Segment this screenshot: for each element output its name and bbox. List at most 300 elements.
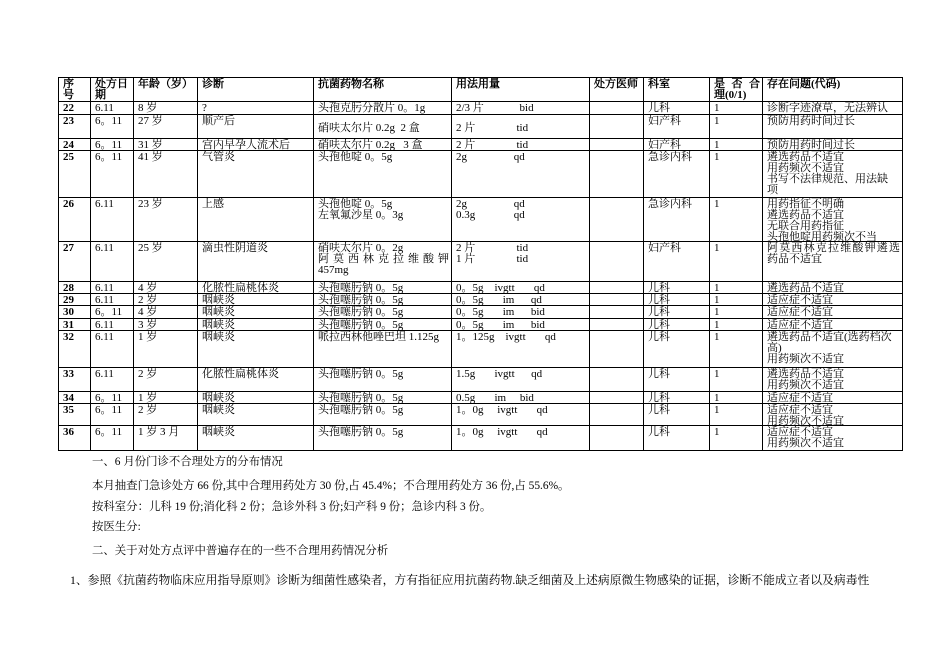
header-serial-number-line: 号 — [63, 89, 74, 101]
cell-diagnosis — [198, 282, 314, 293]
cell-diagnosis — [198, 294, 314, 305]
cell-reasonable-flag — [710, 319, 763, 330]
cell-diagnosis — [198, 426, 314, 450]
cell-usage-dosage-line: 2g qd — [456, 198, 525, 210]
cell-reasonable-flag — [710, 151, 763, 197]
cell-prescribing-doctor — [590, 198, 644, 241]
cell-age — [134, 198, 198, 241]
cell-department-line: 儿科 — [648, 102, 670, 114]
cell-prescription-date — [91, 282, 134, 293]
cell-problem-codes — [763, 102, 903, 114]
summary-paragraph: 本月抽查门急诊处方 66 份,其中合理用药处方 30 份,占 45.4%；不合理用药处方 36 份,占 55.6%。 — [92, 480, 570, 492]
cell-diagnosis — [198, 151, 314, 197]
cell-usage-dosage-line: 1 片 tid — [456, 253, 529, 265]
cell-age-line: 31 岁 — [138, 139, 163, 151]
cell-serial-number-line: 33 — [63, 368, 74, 380]
header-age-line: 年龄（岁） — [138, 78, 193, 90]
cell-problem-codes — [763, 242, 903, 281]
cell-problem-codes — [763, 294, 903, 305]
cell-department — [644, 139, 710, 150]
cell-usage-dosage — [452, 139, 590, 150]
cell-reasonable-flag-line: 1 — [714, 306, 720, 318]
cell-serial-number-line: 29 — [63, 294, 74, 306]
cell-diagnosis-line: 咽峡炎 — [202, 392, 235, 404]
cell-diagnosis — [198, 139, 314, 150]
cell-usage-dosage — [452, 392, 590, 403]
cell-problem-codes — [763, 319, 903, 330]
cell-serial-number-line: 27 — [63, 242, 74, 254]
cell-prescription-date-line: 6.11 — [95, 319, 114, 331]
cell-department — [644, 198, 710, 241]
cell-antibiotic-name-line: 阿莫西林克拉维酸钾 — [318, 253, 449, 265]
cell-diagnosis — [198, 198, 314, 241]
cell-age — [134, 368, 198, 391]
cell-age-line: 3 岁 — [138, 319, 158, 331]
header-prescription-date-line: 期 — [95, 89, 106, 101]
cell-usage-dosage — [452, 319, 590, 330]
cell-serial-number-line: 30 — [63, 306, 74, 318]
cell-usage-dosage — [452, 294, 590, 305]
cell-serial-number-line: 25 — [63, 151, 74, 163]
cell-reasonable-flag-line: 1 — [714, 139, 720, 151]
cell-department — [644, 331, 710, 367]
cell-reasonable-flag-line: 1 — [714, 198, 720, 210]
cell-prescribing-doctor — [590, 426, 644, 450]
cell-prescribing-doctor — [590, 242, 644, 281]
cell-usage-dosage-line: 1。0g ivgtt qd — [456, 426, 548, 438]
cell-department-line: 急诊内科 — [648, 151, 692, 163]
cell-problem-codes-line: 药品不适宜 — [767, 253, 822, 265]
table-row — [59, 331, 903, 368]
cell-reasonable-flag — [710, 102, 763, 114]
cell-department-line: 儿科 — [648, 368, 670, 380]
cell-prescribing-doctor — [590, 102, 644, 114]
cell-prescribing-doctor — [590, 139, 644, 150]
cell-department-line: 儿科 — [648, 426, 670, 438]
cell-problem-codes-line: 适应症不适宜 — [767, 319, 833, 331]
cell-usage-dosage — [452, 102, 590, 114]
cell-diagnosis — [198, 102, 314, 114]
cell-antibiotic-name-line: 头孢噻肟钠 0。5g — [318, 319, 404, 331]
cell-antibiotic-name-line: 硝呋太尔片 0.2g 2 盒 — [318, 122, 420, 134]
cell-antibiotic-name — [314, 319, 452, 330]
cell-diagnosis-line: 顺产后 — [202, 115, 235, 127]
cell-prescription-date — [91, 426, 134, 450]
cell-problem-codes — [763, 392, 903, 403]
cell-problem-codes-line: 无联合用药指征 — [767, 220, 844, 232]
cell-age-line: 2 岁 — [138, 368, 158, 380]
cell-diagnosis — [198, 242, 314, 281]
header-problem-codes — [763, 78, 903, 101]
cell-problem-codes — [763, 404, 903, 425]
cell-diagnosis-line: 咽峡炎 — [202, 319, 235, 331]
cell-reasonable-flag-line: 1 — [714, 102, 720, 114]
cell-usage-dosage-line: 0。5g im qd — [456, 294, 542, 306]
cell-problem-codes-line: 遴选药品不适宜(选药档次 — [767, 331, 892, 343]
cell-usage-dosage-line: 1。125g ivgtt qd — [456, 331, 556, 343]
cell-department — [644, 242, 710, 281]
cell-age — [134, 404, 198, 425]
cell-reasonable-flag — [710, 331, 763, 367]
cell-prescribing-doctor — [590, 282, 644, 293]
cell-antibiotic-name — [314, 282, 452, 293]
cell-reasonable-flag — [710, 242, 763, 281]
cell-prescription-date — [91, 404, 134, 425]
cell-diagnosis-line: 上感 — [202, 198, 224, 210]
cell-problem-codes-line: 适应症不适宜 — [767, 306, 833, 318]
cell-problem-codes-line: 用药频次不适宜 — [767, 415, 844, 427]
cell-department-line: 妇产科 — [648, 139, 681, 151]
cell-diagnosis — [198, 404, 314, 425]
cell-serial-number — [59, 331, 91, 367]
prescription-table — [58, 77, 903, 451]
cell-antibiotic-name — [314, 115, 452, 138]
cell-prescribing-doctor — [590, 294, 644, 305]
cell-usage-dosage-line: 2g qd — [456, 151, 525, 163]
cell-serial-number-line: 24 — [63, 139, 74, 151]
header-usage-dosage-line: 用法用量 — [456, 78, 500, 90]
cell-usage-dosage — [452, 115, 590, 138]
cell-antibiotic-name-line: 头孢噻肟钠 0。5g — [318, 426, 404, 438]
cell-department-line: 儿科 — [648, 282, 670, 294]
cell-usage-dosage — [452, 282, 590, 293]
cell-problem-codes-line: 遴选药品不适宜 — [767, 151, 844, 163]
cell-diagnosis-line: ? — [202, 102, 207, 114]
cell-age-line: 1 岁 — [138, 331, 158, 343]
cell-problem-codes-line: 阿莫西林克拉维酸钾遴选 — [767, 242, 900, 254]
cell-age — [134, 282, 198, 293]
cell-problem-codes — [763, 331, 903, 367]
cell-problem-codes — [763, 368, 903, 391]
table-row — [59, 392, 903, 404]
cell-prescription-date — [91, 368, 134, 391]
cell-prescription-date — [91, 151, 134, 197]
header-reasonable-flag-line: 是否合 — [714, 78, 760, 90]
cell-department-line: 儿科 — [648, 319, 670, 331]
cell-problem-codes-line: 用药频次不适宜 — [767, 353, 844, 365]
cell-prescription-date-line: 6。11 — [95, 306, 123, 318]
cell-prescription-date-line: 6.11 — [95, 331, 114, 343]
header-antibiotic-name-line: 抗菌药物名称 — [318, 78, 384, 90]
cell-usage-dosage — [452, 198, 590, 241]
cell-usage-dosage-line: 1。0g ivgtt qd — [456, 404, 548, 416]
cell-prescription-date-line: 6。11 — [95, 115, 123, 127]
cell-antibiotic-name — [314, 151, 452, 197]
cell-reasonable-flag — [710, 426, 763, 450]
table-row — [59, 294, 903, 306]
cell-age-line: 1 岁 3 月 — [138, 426, 180, 438]
cell-serial-number-line: 23 — [63, 115, 74, 127]
cell-department-line: 急诊内科 — [648, 198, 692, 210]
cell-age-line: 23 岁 — [138, 198, 163, 210]
cell-reasonable-flag-line: 1 — [714, 319, 720, 331]
cell-age — [134, 139, 198, 150]
cell-diagnosis — [198, 319, 314, 330]
cell-age — [134, 242, 198, 281]
cell-problem-codes — [763, 198, 903, 241]
cell-reasonable-flag — [710, 294, 763, 305]
cell-serial-number — [59, 151, 91, 197]
cell-usage-dosage-line: 0。5g ivgtt qd — [456, 282, 545, 294]
cell-reasonable-flag — [710, 404, 763, 425]
cell-department-line: 儿科 — [648, 392, 670, 404]
table-row — [59, 306, 903, 319]
cell-department — [644, 294, 710, 305]
cell-department — [644, 319, 710, 330]
cell-prescription-date — [91, 331, 134, 367]
cell-department — [644, 306, 710, 318]
cell-prescribing-doctor — [590, 115, 644, 138]
table-row — [59, 319, 903, 331]
cell-antibiotic-name — [314, 306, 452, 318]
table-row — [59, 139, 903, 151]
cell-reasonable-flag-line: 1 — [714, 282, 720, 294]
cell-diagnosis-line: 宫内早孕人流术后 — [202, 139, 290, 151]
cell-reasonable-flag — [710, 139, 763, 150]
cell-antibiotic-name-line: 头孢噻肟钠 0。5g — [318, 368, 404, 380]
header-department-line: 科室 — [648, 78, 670, 90]
cell-serial-number-line: 35 — [63, 404, 74, 416]
cell-problem-codes-line: 适应症不适宜 — [767, 294, 833, 306]
cell-serial-number — [59, 198, 91, 241]
cell-usage-dosage — [452, 404, 590, 425]
header-usage-dosage — [452, 78, 590, 101]
cell-problem-codes-line: 遴选药品不适宜 — [767, 209, 844, 221]
cell-diagnosis-line: 咽峡炎 — [202, 426, 235, 438]
cell-diagnosis-line: 滴虫性阴道炎 — [202, 242, 268, 254]
cell-problem-codes — [763, 426, 903, 450]
cell-age-line: 8 岁 — [138, 102, 158, 114]
cell-diagnosis-line: 气管炎 — [202, 151, 235, 163]
cell-usage-dosage-line: 0。5g im bid — [456, 319, 545, 331]
cell-department-line: 儿科 — [648, 404, 670, 416]
cell-reasonable-flag — [710, 115, 763, 138]
cell-serial-number — [59, 426, 91, 450]
cell-age — [134, 306, 198, 318]
cell-department — [644, 151, 710, 197]
cell-prescription-date-line: 6。11 — [95, 404, 123, 416]
cell-antibiotic-name-line: 硝呋太尔片 0。2g — [318, 242, 404, 254]
cell-problem-codes-line: 遴选药品不适宜 — [767, 282, 844, 294]
cell-antibiotic-name — [314, 368, 452, 391]
cell-antibiotic-name-line: 头孢噻肟钠 0。5g — [318, 306, 404, 318]
cell-problem-codes-line: 头孢他啶用药频次不当 — [767, 231, 877, 243]
table-row — [59, 404, 903, 426]
cell-age-line: 4 岁 — [138, 282, 158, 294]
cell-antibiotic-name-line: 头孢噻肟钠 0。5g — [318, 282, 404, 294]
header-antibiotic-name — [314, 78, 452, 101]
table-row — [59, 198, 903, 242]
cell-department — [644, 102, 710, 114]
header-serial-number — [59, 78, 91, 101]
cell-age-line: 2 岁 — [138, 294, 158, 306]
by-department-paragraph: 按科室分：儿科 19 份;消化科 2 份；急诊外科 3 份;妇产科 9 份；急诊内科 3 份。 — [92, 501, 492, 513]
cell-antibiotic-name — [314, 198, 452, 241]
cell-reasonable-flag-line: 1 — [714, 404, 720, 416]
cell-problem-codes — [763, 151, 903, 197]
cell-serial-number-line: 32 — [63, 331, 74, 343]
cell-problem-codes-line: 适应症不适宜 — [767, 404, 833, 416]
cell-department — [644, 392, 710, 403]
cell-reasonable-flag-line: 1 — [714, 368, 720, 380]
table-row — [59, 368, 903, 392]
cell-antibiotic-name-line: 头孢噻肟钠 0。5g — [318, 294, 404, 306]
cell-antibiotic-name — [314, 392, 452, 403]
cell-serial-number — [59, 294, 91, 305]
cell-antibiotic-name — [314, 139, 452, 150]
cell-serial-number-line: 28 — [63, 282, 74, 294]
cell-antibiotic-name-line: 头孢他啶 0。5g — [318, 198, 393, 210]
cell-prescription-date — [91, 242, 134, 281]
cell-prescription-date — [91, 115, 134, 138]
cell-prescribing-doctor — [590, 404, 644, 425]
cell-reasonable-flag-line: 1 — [714, 294, 720, 306]
cell-problem-codes-line: 书写不法律规范、用法缺 — [767, 173, 888, 185]
header-diagnosis — [198, 78, 314, 101]
cell-diagnosis-line: 化脓性扁桃体炎 — [202, 368, 279, 380]
cell-problem-codes-line: 适应症不适宜 — [767, 426, 833, 438]
cell-problem-codes-line: 遴选药品不适宜 — [767, 368, 844, 380]
header-prescribing-doctor — [590, 78, 644, 101]
cell-prescribing-doctor — [590, 306, 644, 318]
header-prescription-date — [91, 78, 134, 101]
cell-diagnosis-line: 咽峡炎 — [202, 294, 235, 306]
cell-diagnosis-line: 咽峡炎 — [202, 404, 235, 416]
cell-problem-codes-line: 用药频次不适宜 — [767, 162, 844, 174]
header-prescribing-doctor-line: 处方医师 — [594, 78, 638, 90]
cell-prescribing-doctor — [590, 392, 644, 403]
cell-antibiotic-name — [314, 331, 452, 367]
cell-department-line: 儿科 — [648, 306, 670, 318]
cell-prescribing-doctor — [590, 331, 644, 367]
table-row — [59, 102, 903, 115]
cell-prescription-date-line: 6.11 — [95, 294, 114, 306]
cell-serial-number — [59, 368, 91, 391]
cell-problem-codes-line: 预防用药时间过长 — [767, 115, 855, 127]
table-row — [59, 151, 903, 198]
cell-diagnosis-line: 咽峡炎 — [202, 331, 235, 343]
header-diagnosis-line: 诊断 — [202, 78, 224, 90]
cell-diagnosis-line: 化脓性扁桃体炎 — [202, 282, 279, 294]
cell-usage-dosage — [452, 242, 590, 281]
cell-serial-number — [59, 392, 91, 403]
cell-reasonable-flag-line: 1 — [714, 115, 720, 127]
cell-serial-number — [59, 282, 91, 293]
cell-prescription-date — [91, 306, 134, 318]
header-reasonable-flag — [710, 78, 763, 101]
cell-prescription-date-line: 6.11 — [95, 282, 114, 294]
table-row — [59, 115, 903, 139]
cell-usage-dosage — [452, 426, 590, 450]
cell-prescription-date-line: 6。11 — [95, 139, 123, 151]
cell-usage-dosage — [452, 151, 590, 197]
cell-prescription-date — [91, 198, 134, 241]
cell-reasonable-flag — [710, 392, 763, 403]
cell-antibiotic-name-line: 头孢噻肟钠 0。5g — [318, 392, 404, 404]
cell-department-line: 儿科 — [648, 294, 670, 306]
cell-age — [134, 151, 198, 197]
cell-antibiotic-name-line: 硝呋太尔片 0.2g 3 盒 — [318, 139, 423, 151]
cell-problem-codes-line: 项 — [767, 184, 778, 196]
cell-antibiotic-name — [314, 404, 452, 425]
section1-title: 一、6 月份门诊不合理处方的分布情况 — [92, 456, 283, 468]
cell-usage-dosage-line: 2 片 tid — [456, 242, 529, 254]
cell-prescribing-doctor — [590, 368, 644, 391]
cell-prescription-date-line: 6。11 — [95, 151, 123, 163]
cell-prescription-date-line: 6.11 — [95, 242, 114, 254]
cell-department — [644, 368, 710, 391]
table-row — [59, 426, 903, 451]
cell-antibiotic-name-line: 头孢他啶 0。5g — [318, 151, 393, 163]
cell-prescribing-doctor — [590, 319, 644, 330]
cell-reasonable-flag-line: 1 — [714, 242, 720, 254]
cell-prescription-date — [91, 139, 134, 150]
cell-problem-codes-line: 高) — [767, 342, 782, 354]
cell-department — [644, 282, 710, 293]
cell-prescription-date-line: 6.11 — [95, 368, 114, 380]
cell-usage-dosage — [452, 368, 590, 391]
cell-serial-number — [59, 139, 91, 150]
point1-paragraph: 1、参照《抗菌药物临床应用指导原则》诊断为细菌性感染者，方有指征应用抗菌药物.缺乏细菌及上述病原微生物感染的证据，诊断不能成立者以及病毒性 — [70, 573, 870, 587]
cell-age-line: 41 岁 — [138, 151, 163, 163]
cell-antibiotic-name-line: 457mg — [318, 264, 349, 276]
cell-antibiotic-name-line: 头孢克肟分散片 0。1g — [318, 102, 426, 114]
header-department — [644, 78, 710, 101]
cell-serial-number — [59, 115, 91, 138]
cell-serial-number — [59, 306, 91, 318]
cell-problem-codes-line: 用药指征不明确 — [767, 198, 844, 210]
cell-problem-codes — [763, 115, 903, 138]
cell-prescription-date-line: 6.11 — [95, 102, 114, 114]
cell-prescription-date-line: 6。11 — [95, 426, 123, 438]
cell-usage-dosage-line: 1.5g ivgtt qd — [456, 368, 543, 380]
cell-antibiotic-name — [314, 294, 452, 305]
cell-antibiotic-name — [314, 242, 452, 281]
table-header-row — [59, 78, 903, 102]
cell-usage-dosage-line: 0。5g im bid — [456, 306, 545, 318]
cell-reasonable-flag-line: 1 — [714, 151, 720, 163]
cell-diagnosis-line: 咽峡炎 — [202, 306, 235, 318]
cell-antibiotic-name-line: 头孢噻肟钠 0。5g — [318, 404, 404, 416]
cell-antibiotic-name-line: 左氧氟沙星 0。3g — [318, 209, 404, 221]
cell-usage-dosage-line: 2 片 tid — [456, 139, 529, 151]
section2-title: 二、关于对处方点评中普遍存在的一些不合理用药情况分析 — [92, 545, 389, 557]
cell-age — [134, 331, 198, 367]
cell-serial-number-line: 22 — [63, 102, 74, 114]
cell-diagnosis — [198, 115, 314, 138]
cell-age-line: 27 岁 — [138, 115, 163, 127]
cell-serial-number — [59, 404, 91, 425]
cell-department — [644, 404, 710, 425]
cell-problem-codes — [763, 139, 903, 150]
cell-age — [134, 426, 198, 450]
cell-age-line: 4 岁 — [138, 306, 158, 318]
cell-age — [134, 319, 198, 330]
cell-age-line: 1 岁 — [138, 392, 158, 404]
cell-serial-number — [59, 242, 91, 281]
cell-problem-codes — [763, 282, 903, 293]
cell-problem-codes-line: 用药频次不适宜 — [767, 379, 844, 391]
cell-reasonable-flag-line: 1 — [714, 392, 720, 404]
cell-prescription-date — [91, 102, 134, 114]
cell-antibiotic-name — [314, 102, 452, 114]
cell-serial-number — [59, 102, 91, 114]
header-problem-codes-line: 存在问题(代码) — [767, 78, 841, 90]
cell-problem-codes-line: 用药频次不适宜 — [767, 437, 844, 449]
cell-problem-codes-line: 诊断字迹潦草，无法辨认 — [767, 102, 888, 114]
cell-usage-dosage — [452, 306, 590, 318]
header-serial-number-line: 序 — [63, 78, 74, 90]
